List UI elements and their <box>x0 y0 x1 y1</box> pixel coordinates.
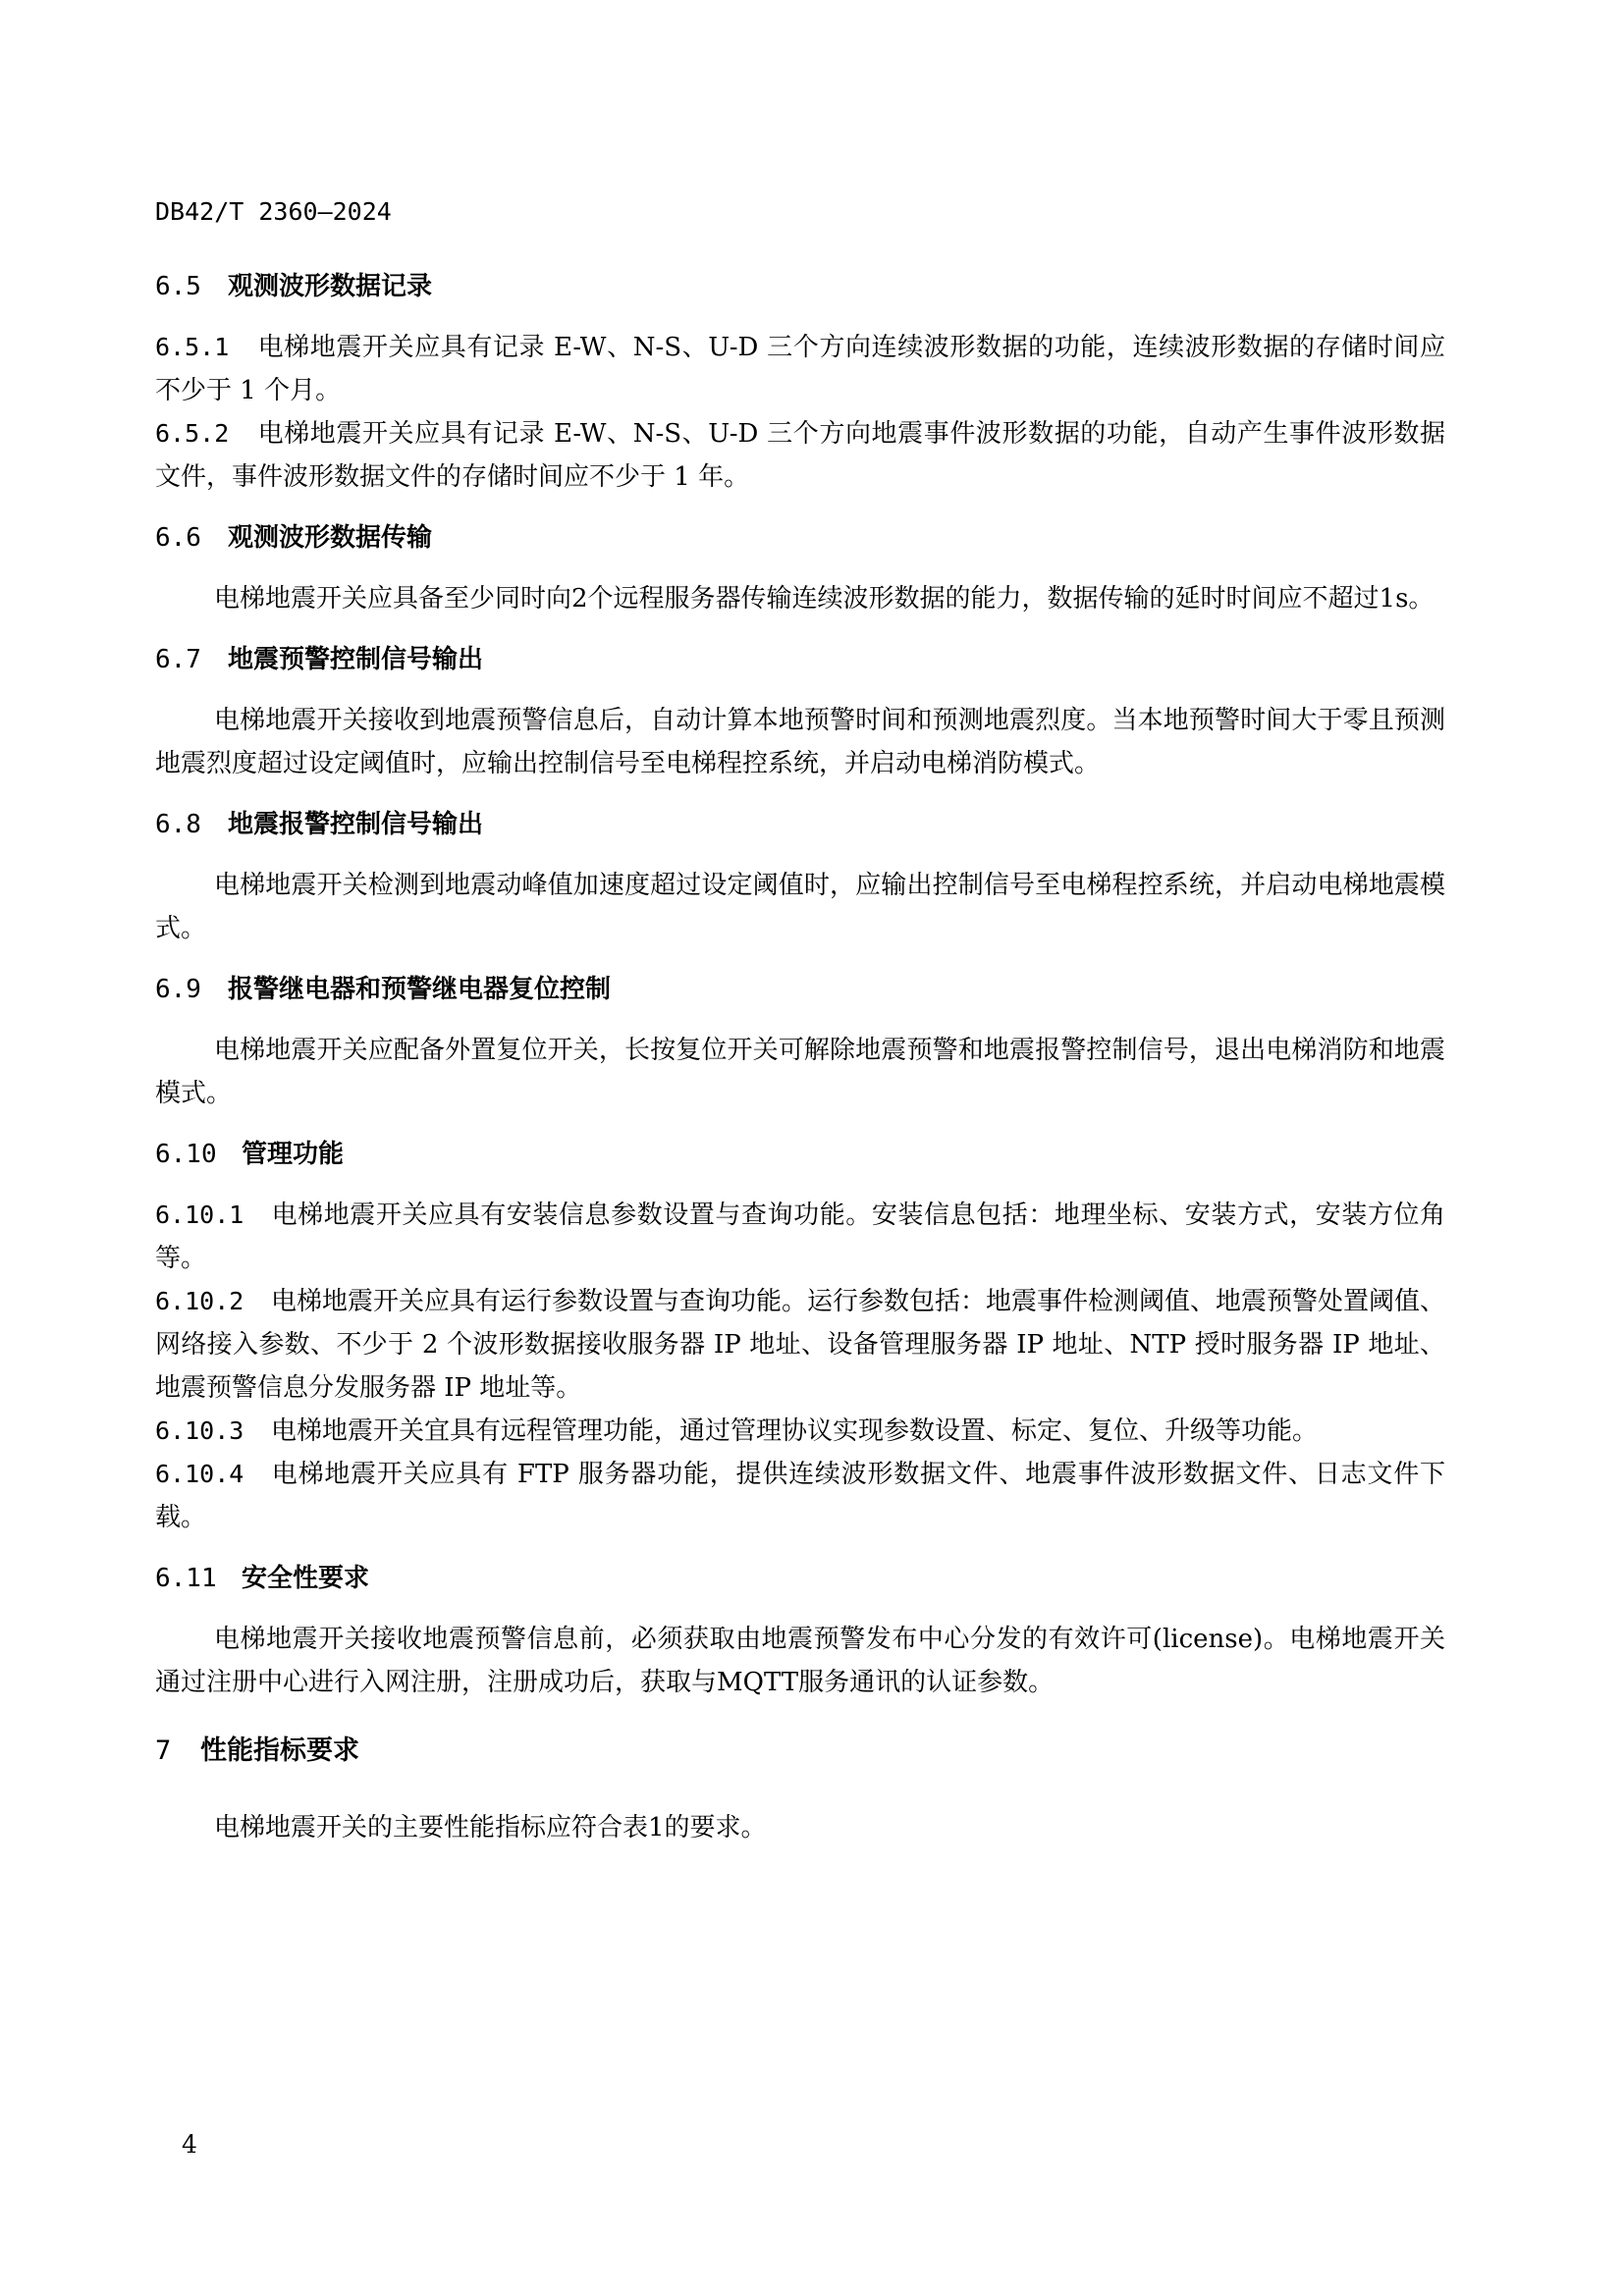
paragraph-6-7: 电梯地震开关接收到地震预警信息后，自动计算本地预警时间和预测地震烈度。当本地预警时间大于零且预测地震烈度超过设定阈值时，应输出控制信号至电梯程控系统，并启动电梯消防模式。 <box>155 706 1445 778</box>
chapter-number: 7 <box>155 1735 172 1766</box>
section-heading-6-8 <box>155 805 1445 844</box>
clause-6-5-2 <box>155 412 1445 499</box>
section-heading-6-5 <box>155 267 1445 306</box>
section-title: 安全性要求 <box>242 1564 370 1593</box>
chapter-heading-7 <box>155 1732 1445 1771</box>
section-number: 6.5 <box>155 272 201 301</box>
section-number: 6.10 <box>155 1140 217 1169</box>
clause-text: 电梯地震开关应具有安装信息参数设置与查询功能。安装信息包括：地理坐标、安装方式，安装方位角等。 <box>155 1201 1445 1273</box>
clause-text: 电梯地震开关宜具有远程管理功能，通过管理协议实现参数设置、标定、复位、升级等功能。 <box>271 1416 1319 1446</box>
section-title: 观测波形数据传输 <box>228 523 433 553</box>
page-number: 4 <box>182 2130 197 2159</box>
clause-6-10-4 <box>155 1453 1445 1539</box>
section-title: 报警继电器和预警继电器复位控制 <box>228 975 612 1004</box>
clause-6-10-1 <box>155 1194 1445 1280</box>
section-title: 观测波形数据记录 <box>228 272 433 301</box>
document-code-header: DB42/T 2360—2024 <box>155 197 392 226</box>
clause-number: 6.10.2 <box>155 1287 244 1315</box>
clause-6-5-1 <box>155 326 1445 412</box>
clause-number: 6.5.2 <box>155 419 230 448</box>
section-heading-6-7 <box>155 640 1445 679</box>
chapter-title: 性能指标要求 <box>200 1735 359 1766</box>
clause-6-10-2 <box>155 1280 1445 1410</box>
clause-number: 6.10.1 <box>155 1201 244 1229</box>
paragraph-6-6: 电梯地震开关应具备至少同时向2个远程服务器传输连续波形数据的能力，数据传输的延时时间应不超过1s。 <box>214 584 1435 614</box>
clause-text: 电梯地震开关应具有记录 E-W、N-S、U-D 三个方向连续波形数据的功能，连续波形数据的存储时间应不少于 1 个月。 <box>155 333 1445 405</box>
section-number: 6.11 <box>155 1564 217 1593</box>
paragraph-6-9: 电梯地震开关应配备外置复位开关，长按复位开关可解除地震预警和地震报警控制信号，退出电梯消防和地震模式。 <box>155 1036 1445 1108</box>
section-heading-6-10 <box>155 1135 1445 1174</box>
section-number: 6.9 <box>155 975 201 1004</box>
clause-group-6-10 <box>155 1194 1445 1539</box>
paragraph-6-8: 电梯地震开关检测到地震动峰值加速度超过设定阈值时，应输出控制信号至电梯程控系统，并启动电梯地震模式。 <box>155 871 1445 943</box>
clause-number: 6.10.4 <box>155 1460 244 1488</box>
clause-text: 电梯地震开关应具有 FTP 服务器功能，提供连续波形数据文件、地震事件波形数据文件、日志文件下载。 <box>155 1460 1445 1532</box>
section-title: 地震预警控制信号输出 <box>228 645 484 674</box>
section-number: 6.6 <box>155 523 201 553</box>
clause-text: 电梯地震开关应具有运行参数设置与查询功能。运行参数包括：地震事件检测阈值、地震预警处置阈值、网络接入参数、不少于 2 个波形数据接收服务器 IP 地址、设备管理服务器 IP 地址、NTP 授时服务器 IP 地址、地震预警信息分发服务器 IP 地址等。 <box>155 1287 1446 1403</box>
clause-number: 6.5.1 <box>155 333 230 361</box>
paragraph-7: 电梯地震开关的主要性能指标应符合表1的要求。 <box>214 1813 767 1842</box>
document-body <box>155 267 1445 1869</box>
clause-group-6-5 <box>155 326 1445 499</box>
clause-text: 电梯地震开关应具有记录 E-W、N-S、U-D 三个方向地震事件波形数据的功能，自动产生事件波形数据文件，事件波形数据文件的存储时间应不少于 1 年。 <box>155 419 1445 492</box>
paragraph-6-11: 电梯地震开关接收地震预警信息前，必须获取由地震预警发布中心分发的有效许可(license)。电梯地震开关通过注册中心进行入网注册，注册成功后，获取与MQTT服务通讯的认证参数。 <box>155 1625 1445 1697</box>
section-heading-6-6 <box>155 518 1445 558</box>
section-heading-6-11 <box>155 1559 1445 1598</box>
clause-6-10-3 <box>155 1410 1445 1453</box>
section-number: 6.7 <box>155 645 201 674</box>
clause-number: 6.10.3 <box>155 1416 244 1445</box>
section-number: 6.8 <box>155 810 201 839</box>
section-heading-6-9 <box>155 970 1445 1009</box>
section-title: 管理功能 <box>242 1140 345 1169</box>
section-title: 地震报警控制信号输出 <box>228 810 484 839</box>
